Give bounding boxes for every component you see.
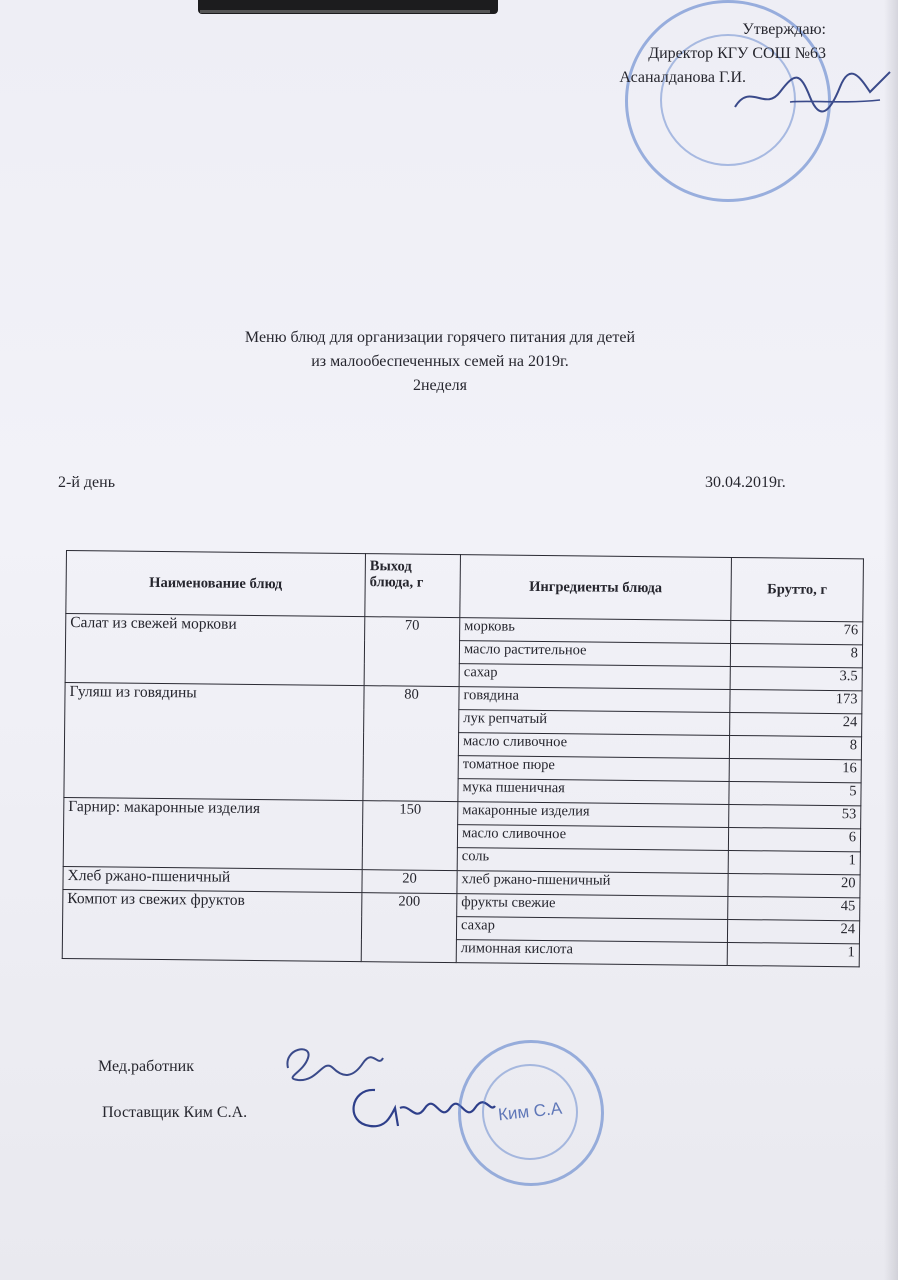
gross-weight-cell: 53: [729, 804, 861, 828]
dish-name-cell: Компот из свежих фруктов: [62, 889, 362, 961]
table-header-row: [66, 551, 864, 622]
dish-yield-cell: 70: [364, 617, 460, 687]
menu-table-body: [62, 614, 863, 967]
dish-yield-cell: 200: [361, 893, 457, 963]
ingredient-cell: лук репчатый: [459, 710, 730, 736]
ingredient-cell: говядина: [459, 687, 730, 713]
menu-table: [62, 550, 864, 967]
ingredient-cell: томатное пюре: [458, 756, 729, 782]
ingredient-cell: масло сливочное: [458, 733, 729, 759]
ingredient-cell: хлеб ржано-пшеничный: [457, 871, 728, 897]
gross-weight-cell: 6: [728, 827, 860, 851]
header-ingredients: Ингредиенты блюда: [460, 555, 732, 621]
ingredient-cell: макаронные изделия: [458, 802, 729, 828]
gross-weight-cell: 5: [729, 781, 861, 805]
approval-line-1: Утверждаю:: [742, 21, 826, 38]
ingredient-cell: сахар: [459, 664, 730, 690]
dish-yield-cell: 80: [363, 686, 459, 802]
ingredient-cell: фрукты свежие: [457, 894, 728, 920]
gross-weight-cell: 8: [730, 643, 862, 667]
ingredient-cell: масло растительное: [459, 641, 730, 667]
supplier-label: Поставщик Ким С.А.: [102, 1104, 248, 1121]
dish-name-cell: Гарнир: макаронные изделия: [63, 797, 363, 869]
gross-weight-cell: 24: [730, 712, 862, 736]
gross-weight-cell: 20: [728, 873, 860, 897]
title-line-2: из малообеспеченных семей на 2019г.: [311, 353, 569, 370]
ingredient-cell: масло сливочное: [457, 825, 728, 851]
header-dish-name: Наименование блюд: [66, 551, 366, 617]
header-gross: Брутто, г: [731, 557, 864, 621]
gross-weight-cell: 76: [731, 620, 863, 644]
medic-label: Мед.работник: [98, 1058, 194, 1075]
gross-weight-cell: 8: [729, 735, 861, 759]
paper-shadow-edge: [884, 0, 898, 1280]
title-line-1: Меню блюд для организации горячего питания для детей: [244, 329, 636, 346]
document-title: [120, 326, 760, 398]
gross-weight-cell: 1: [728, 850, 860, 874]
supplier-stamp-text: Ким С.А: [497, 1098, 563, 1125]
dish-name-cell: Салат из свежей моркови: [65, 614, 365, 686]
gross-weight-cell: 24: [727, 919, 859, 943]
ingredient-cell: соль: [457, 848, 728, 874]
director-signature: [730, 62, 895, 122]
gross-weight-cell: 173: [730, 689, 862, 713]
approval-line-3: Асаналданова Г.И.: [619, 69, 746, 86]
header-yield: Выход блюда, г: [365, 554, 461, 618]
ingredient-cell: мука пшеничная: [458, 779, 729, 805]
gross-weight-cell: 3.5: [730, 666, 862, 690]
ingredient-cell: сахар: [456, 917, 727, 943]
date-label: 30.04.2019г.: [705, 474, 786, 491]
ingredient-cell: лимонная кислота: [456, 940, 727, 966]
title-line-3: 2неделя: [412, 377, 468, 394]
day-label: 2-й день: [58, 474, 115, 491]
gross-weight-cell: 1: [727, 942, 859, 966]
ingredient-cell: морковь: [460, 618, 731, 644]
clipboard-clip-bar: [200, 10, 490, 13]
dish-name-cell: Гуляш из говядины: [64, 682, 364, 800]
approval-line-2: Директор КГУ СОШ №63: [648, 45, 826, 62]
gross-weight-cell: 45: [728, 896, 860, 920]
gross-weight-cell: 16: [729, 758, 861, 782]
dish-yield-cell: 150: [362, 801, 458, 871]
dish-yield-cell: 20: [362, 870, 457, 894]
dish-name-cell: Хлеб ржано-пшеничный: [63, 866, 362, 892]
